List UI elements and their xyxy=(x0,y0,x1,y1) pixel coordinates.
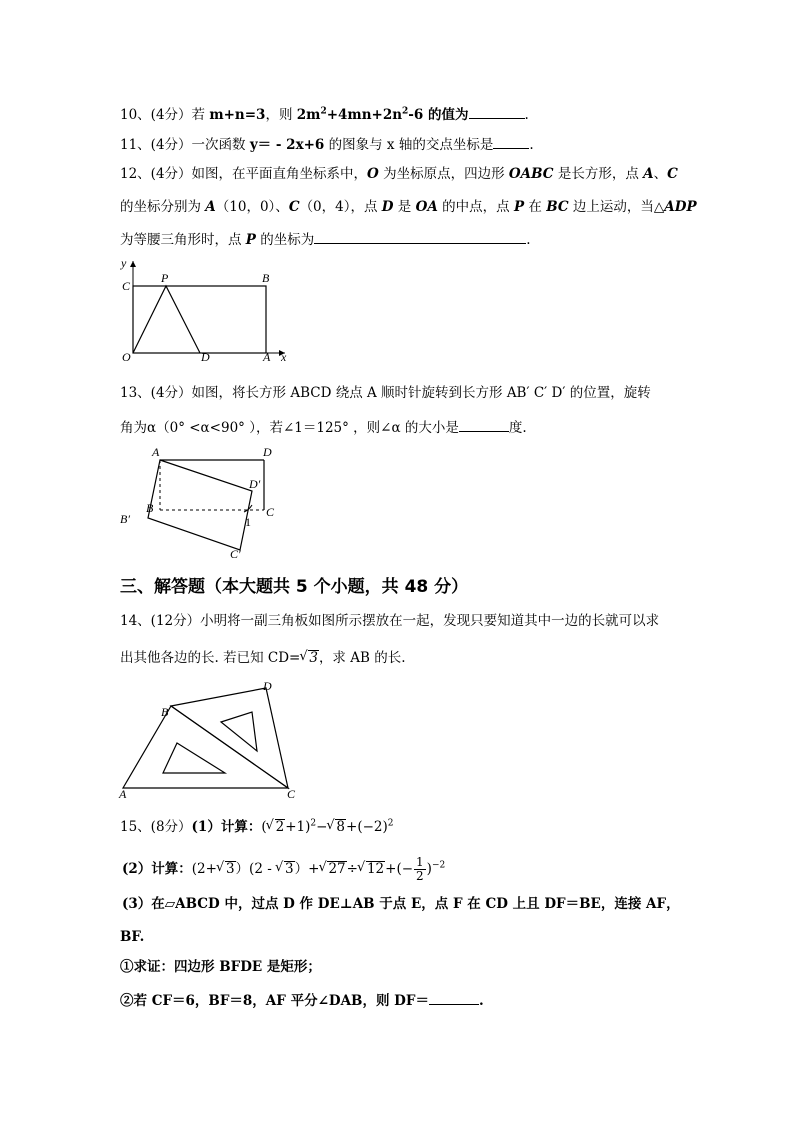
q12-line2a: 的坐标分别为 xyxy=(120,199,206,215)
q12-o: O xyxy=(367,166,379,182)
q10-expr-b: +4mn+2n xyxy=(326,107,403,123)
label-b: B xyxy=(146,501,154,515)
q15-p2-radicand-2: 3 xyxy=(285,861,294,877)
q10-expr-a: 2m xyxy=(296,107,321,123)
label-o: O xyxy=(122,350,131,364)
q12-l1b: 为坐标原点，四边形 xyxy=(378,166,509,182)
q15-p2-f: ) xyxy=(426,861,432,877)
q12-figure xyxy=(115,255,295,365)
q15-p2-b: ）(2 - xyxy=(235,861,277,877)
q12-oabc: OABC xyxy=(508,166,554,182)
q15-p2-radicand-4: 12 xyxy=(366,861,385,877)
q15-p1-sqrt-2 xyxy=(327,818,346,836)
label-x: x xyxy=(281,350,287,364)
q13-line2b: 度. xyxy=(508,420,527,436)
q12-line3a: 为等腰三角形时，点 xyxy=(120,232,246,248)
question-10: 10、(4分）若 m+n=3，则 $2m^2+4mn+2n^2-6$ 的值为 . xyxy=(120,104,529,124)
q15-p2-sqrt-2 xyxy=(276,860,295,878)
q15-p2-e: +(− xyxy=(385,861,414,877)
question-11 xyxy=(120,134,534,154)
label-d: D xyxy=(201,350,210,364)
q15-prefix: 15、(8分） xyxy=(120,819,192,835)
label-a: A xyxy=(119,787,127,801)
q15-p2-exp: −2 xyxy=(431,860,446,871)
q12-a: A xyxy=(643,166,654,182)
q12-sep: 、 xyxy=(653,166,668,182)
question-13-line2 xyxy=(120,417,527,437)
q12-line3b: 的坐标为 xyxy=(255,232,315,248)
q14-line2b: ，求 AB 的长. xyxy=(318,650,406,666)
q15-p2-radicand-3: 27 xyxy=(328,861,346,877)
rectangle-oabc xyxy=(133,286,266,353)
q12-answer-blank[interactable] xyxy=(314,229,526,244)
q12-pa: （10，0）、 xyxy=(215,199,289,215)
question-15-sub2 xyxy=(120,990,484,1010)
q15-p2-sqrt-4 xyxy=(358,860,385,878)
label-b: B xyxy=(262,271,270,285)
q15-p2-c: ）+ xyxy=(294,861,320,877)
q10-mid: ，则 xyxy=(265,107,297,123)
q13-line2a: 角为α（0° <α<90° ），若∠1＝125° ，则∠α 的大小是 xyxy=(120,420,459,436)
q12-l2c: 的中点，点 xyxy=(437,199,514,215)
question-15-part3-line1 xyxy=(122,895,680,913)
question-15-part3-line2 xyxy=(120,928,144,946)
q12-l2d: 在 xyxy=(524,199,547,215)
q12-l2b: 是 xyxy=(393,199,416,215)
q10-condition: m+n=3 xyxy=(209,107,266,123)
q10-answer-blank[interactable] xyxy=(469,104,525,119)
q11-answer-blank[interactable] xyxy=(493,134,529,149)
q13-figure xyxy=(115,440,290,565)
q15-p1-label: (1）计算： xyxy=(191,819,262,835)
q15-p1-radicand-2: 8 xyxy=(336,819,346,835)
q15-p2-numerator: 1 xyxy=(416,855,424,869)
q12-c2: C xyxy=(288,199,300,215)
q12-pc: （0，4），点 xyxy=(299,199,382,215)
q11-after: 的图象与 x 轴的交点坐标是 xyxy=(324,137,494,153)
q10-prefix: 10、(4分）若 xyxy=(120,107,210,123)
label-y: y xyxy=(121,256,127,270)
inner-triangle-left xyxy=(163,743,225,773)
q10-expr-c: -6 的值为 xyxy=(408,107,469,123)
q15-p3-line1: (3）在▱ABCD 中，过点 D 作 DE⊥AB 于点 E，点 F 在 CD 上且 DF＝BE，连接 AF， xyxy=(122,896,680,912)
label-1: 1 xyxy=(245,515,251,529)
label-c: C xyxy=(266,505,275,519)
q15-p3-sub2b: . xyxy=(478,993,484,1009)
q15-p1-exp: 2 xyxy=(310,818,317,829)
q15-p1-minus: − xyxy=(316,819,328,835)
question-12-line1 xyxy=(120,165,678,183)
q12-l2e: 边上运动，当△ xyxy=(568,199,665,215)
q15-p2-d: ÷ xyxy=(346,861,358,877)
label-d-prime: D′ xyxy=(249,477,261,491)
question-15-part2 xyxy=(122,856,445,883)
section-title: 三、解答题（本大题共 5 个小题，共 48 分） xyxy=(120,577,469,597)
q15-p1-radicand-1: 2 xyxy=(275,819,285,835)
label-d: D xyxy=(263,679,272,693)
y-axis-arrow xyxy=(130,261,136,267)
q12-end: . xyxy=(526,232,531,248)
q12-a2: A xyxy=(205,199,216,215)
question-12-line2 xyxy=(120,198,697,216)
q15-p2-label: (2）计算： xyxy=(122,861,192,877)
question-12-line3 xyxy=(120,229,531,249)
q12-oa: OA xyxy=(415,199,438,215)
q15-p2-radicand-1: 3 xyxy=(225,861,235,877)
label-c: C xyxy=(122,279,131,293)
q15-answer-blank[interactable] xyxy=(429,990,479,1005)
q14-line2a: 出其他各边的长. 若已知 CD= xyxy=(120,650,301,666)
label-a: A xyxy=(152,445,160,459)
q15-p2-sqrt-3 xyxy=(319,860,346,878)
q11-end: . xyxy=(529,137,534,153)
q15-p3-sub2a: ②若 CF＝6，BF＝8，AF 平分∠DAB，则 DF＝ xyxy=(120,993,429,1009)
label-b: B xyxy=(161,705,169,719)
q12-d: D xyxy=(381,199,394,215)
question-14-line2 xyxy=(120,649,405,667)
q13-line1: 13、(4分）如图，将长方形 ABCD 绕点 A 顺时针旋转到长方形 AB′ C′ D′ 的位置，旋转 xyxy=(120,385,651,401)
question-14-line1 xyxy=(120,612,659,630)
label-d: D xyxy=(263,445,272,459)
question-15-part1: 15、(8分）(1）计算：(√ 2+1)$^2$−√ $8+(-2)^2$ xyxy=(120,818,394,836)
q15-p1-exp2: 2 xyxy=(387,818,394,829)
q12-c: C xyxy=(667,166,678,182)
q15-p2-fraction xyxy=(414,856,426,883)
triangle-abc xyxy=(123,706,288,788)
q12-p2: P xyxy=(245,232,256,248)
question-15-sub1 xyxy=(120,958,321,976)
q14-sqrt-radicand: 3 xyxy=(309,650,318,666)
label-a: A xyxy=(263,350,271,364)
q15-p1-plus: +(−2) xyxy=(346,819,388,835)
q15-p2-sqrt-1 xyxy=(217,860,236,878)
label-p: P xyxy=(161,271,169,285)
label-c: C xyxy=(287,787,296,801)
q12-p: P xyxy=(513,199,525,215)
q15-p3-sub1: ①求证：四边形 BFDE 是矩形； xyxy=(120,959,321,975)
q14-figure xyxy=(115,678,305,803)
q13-answer-blank[interactable] xyxy=(459,417,509,432)
q12-l1c: 是长方形，点 xyxy=(553,166,644,182)
q15-p2-denominator: 2 xyxy=(416,869,424,883)
q11-function: y＝ - 2x+6 xyxy=(249,137,325,153)
q14-line1: 14、(12分）小明将一副三角板如图所示摆放在一起，发现只要知道其中一边的长就可以求 xyxy=(120,613,660,629)
q12-line1: 12、(4分）如图，在平面直角坐标系中， xyxy=(120,166,368,182)
label-b-prime: B′ xyxy=(120,512,130,526)
q15-p2-a: (2+ xyxy=(191,861,217,877)
q10-end: . xyxy=(524,107,529,123)
q14-sqrt xyxy=(300,649,319,667)
q15-p3-line2: BF. xyxy=(120,929,145,945)
q15-p1-sqrt-1 xyxy=(267,818,286,836)
q12-adp: ADP xyxy=(664,199,697,215)
question-13-line1 xyxy=(120,384,651,402)
q15-p1-mid: +1) xyxy=(285,819,311,835)
q12-bc: BC xyxy=(546,199,569,215)
rotated-rectangle xyxy=(148,460,252,550)
q11-text: 11、(4分）一次函数 xyxy=(120,137,250,153)
triangle-adp xyxy=(133,286,200,353)
label-c-prime: C′ xyxy=(230,547,241,561)
